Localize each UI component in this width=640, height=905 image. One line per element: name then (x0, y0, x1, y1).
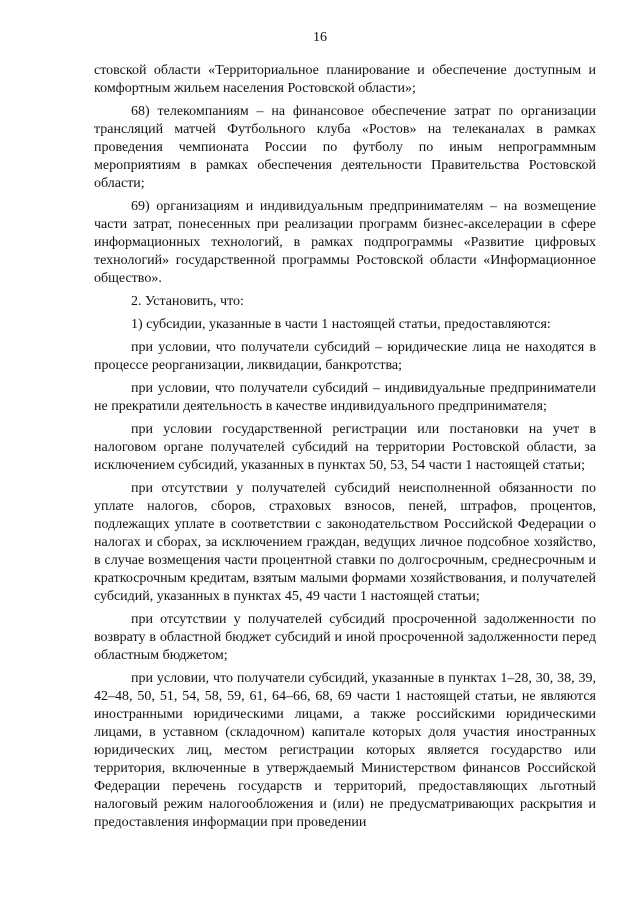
paragraph: при условии, что получатели субсидий, указанные в пунктах 1–28, 30, 38, 39, 42–48, 50, 51, 54, 58, 59, 61, 64–66, 68, 69 части 1 настоящей статьи, не являются иностранными юридическими лицами, а также российскими юридическими лицами, в уставном (складочном) капитале которых доля участия иностранных юридических лиц, местом регистрации которых является государство или территория, включенные в утверждаемый Министерством финансов Российской Федерации перечень государств и территорий, предоставляющих льготный налоговый режим налогообложения и (или) не предусматривающих раскрытия и предоставления информации при проведении (94, 671, 596, 830)
paragraph: 1) субсидии, указанные в части 1 настоящей статьи, предоставляются: (131, 317, 551, 332)
page-number: 16 (313, 30, 327, 45)
paragraph: при отсутствии у получателей субсидий просроченной задолженности по возврату в областной бюджет субсидий и иной просроченной задолженности перед областным бюджетом; (94, 612, 596, 663)
paragraph: 68) телекомпаниям – на финансовое обеспечение затрат по организации трансляций матчей Футбольного клуба «Ростов» на телеканалах в рамках проведения чемпионата России по футболу по иным непрограммным мероприятиям в рамках обеспечения деятельности Правительства Ростовской области; (94, 104, 596, 191)
paragraph: при условии, что получатели субсидий – индивидуальные предприниматели не прекратили деятельность в качестве индивидуального предпринимателя; (94, 381, 596, 414)
paragraph: при условии государственной регистрации или постановки на учет в налоговом органе получателей субсидий на территории Ростовской области, за исключением субсидий, указанных в пунктах 50, 53, 54 части 1 настоящей статьи; (94, 422, 596, 473)
paragraph: стовской области «Территориальное планирование и обеспечение доступным и комфортным жильем населения Ростовской области»; (94, 63, 596, 96)
paragraph: 2. Установить, что: (131, 294, 244, 309)
body-text (94, 62, 596, 832)
paragraph: 69) организациям и индивидуальным предпринимателям – на возмещение части затрат, понесенных при реализации программ бизнес-акселерации в сфере информационных технологий, в рамках подпрограммы «Развитие цифровых технологий» государственной программы Ростовской области «Информационное общество». (94, 199, 596, 286)
paragraph: при условии, что получатели субсидий – юридические лица не находятся в процессе реорганизации, ликвидации, банкротства; (94, 340, 596, 373)
paragraph: при отсутствии у получателей субсидий неисполненной обязанности по уплате налогов, сборов, страховых взносов, пеней, штрафов, процентов, подлежащих уплате в соответствии с законодательством Российской Федерации о налогах и сборах, за исключением граждан, ведущих личное подсобное хозяйство, в случае возмещения части процентной ставки по долгосрочным, среднесрочным и краткосрочным кредитам, взятым малыми формами хозяйствования, и получателей субсидий, указанных в пунктах 45, 49 части 1 настоящей статьи; (94, 481, 596, 604)
